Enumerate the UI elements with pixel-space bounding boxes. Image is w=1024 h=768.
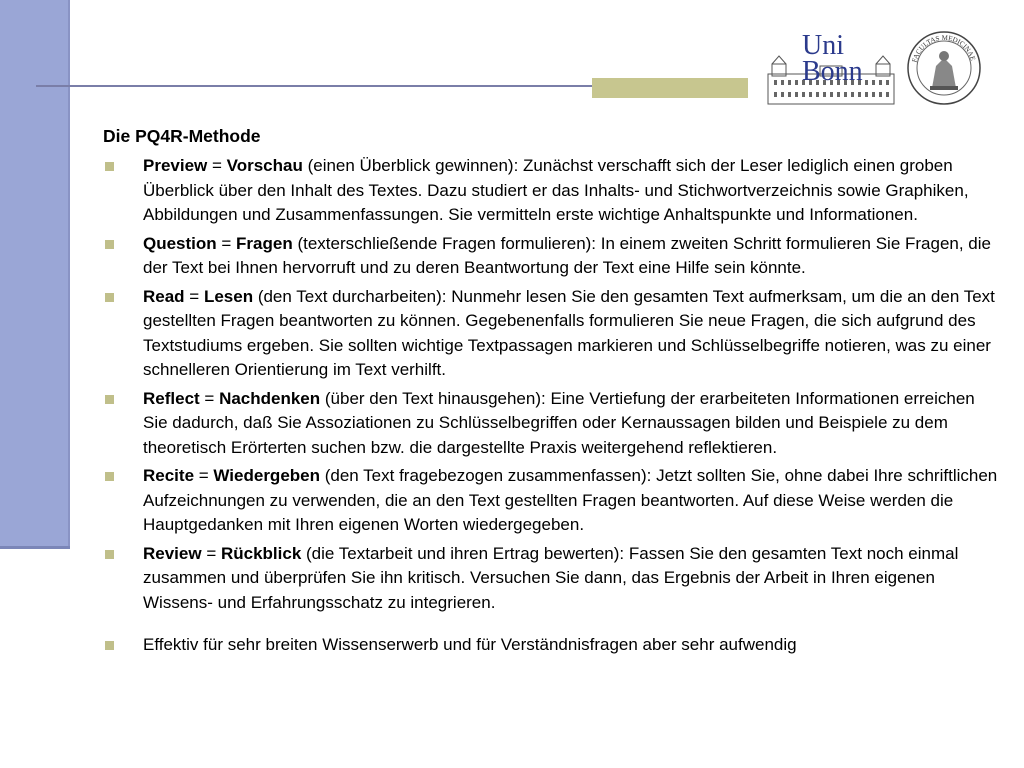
uni-bonn-logo: [762, 28, 900, 108]
description: (einen Überblick gewinnen): Zunächst verschafft sich der Leser lediglich einen groben Überblick über den Inhalt des Textes. Dazu studiert er das Inhalts- und Stichwortverzeichnis sowie Graphiken, Abbildungen und Zusammenfassungen. Sie vermitteln erste wichtige Anhaltspunkte und Informationen.: [143, 156, 969, 224]
equals: =: [184, 286, 204, 306]
bullet-review: [103, 542, 998, 616]
description: (den Text durcharbeiten): Nunmehr lesen Sie den gesamten Text aufmerksam, um die an den Text gestellten Fragen beantworten zu können. Gegebenenfalls formulieren Sie neue Fragen, die sich aufgrund des Textstudiums ergeben. Sie sollten wichtige Textpassagen markieren und Schlüsselbegriffe notieren, was zu einer schnelleren Orientierung im Text verhilft.: [143, 286, 995, 379]
translation: Nachdenken: [219, 388, 321, 408]
equals: =: [201, 543, 221, 563]
description: (texterschließende Fragen formulieren): In einem zweiten Schritt formulieren Sie Fragen, die der Text bei Ihnen hervorruft und zu deren Beantwortung der Text eine Hilfe sein könnte.: [143, 233, 991, 277]
bullet-closing: [103, 633, 998, 658]
description: (über den Text hinausgehen): Eine Vertiefung der erarbeiteten Informationen erreichen Sie dadurch, daß Sie Assoziationen zu Schlüsselbegriffen oder Kernaussagen bilden und Beispiele zu dem theoretisch Erörterten suchen bzw. die dargestellte Praxis weitergehend reflektieren.: [143, 388, 975, 457]
slide-title: Die PQ4R-Methode: [103, 126, 261, 146]
bullet-square-icon: [105, 293, 114, 302]
bullet-read: [103, 285, 998, 383]
bullet-square-icon: [105, 641, 114, 650]
term: Recite: [143, 466, 195, 485]
equals: =: [207, 156, 227, 175]
faculty-seal-logo: [906, 30, 982, 106]
bullet-square-icon: [105, 162, 114, 171]
term: Preview: [143, 156, 208, 175]
description: (die Textarbeit und ihren Ertrag bewerten): Fassen Sie den gesamten Text noch einmal zusammen und überprüfen Sie ihn kritisch. Versuchen Sie dann, das Ergebnis der Arbeit in Ihren eigenen Wissens- und Erfahrungsschatz zu integrieren.: [143, 543, 959, 612]
bullet-recite: [103, 464, 998, 538]
bullet-square-icon: [105, 550, 114, 559]
bullet-list: [103, 154, 998, 662]
translation: Fragen: [236, 233, 293, 253]
bullet-question: [103, 232, 998, 281]
closing-text: Effektiv für sehr breiten Wissenserwerb und für Verständnisfragen aber sehr aufwendig: [143, 635, 797, 654]
bullet-square-icon: [105, 240, 114, 249]
decorative-side-bar: [0, 0, 68, 548]
term: Review: [143, 543, 202, 563]
term: Question: [143, 233, 217, 253]
side-bar-shadow: [0, 546, 70, 549]
term: Read: [143, 286, 185, 306]
side-bar-edge: [68, 0, 70, 548]
translation: Wiedergeben: [213, 466, 320, 485]
description: (den Text fragebezogen zusammenfassen): Jetzt sollten Sie, ohne dabei Ihre schriftlichen Aufzeichnungen zu verwenden, die an den Text gestellten Fragen beantworten. Auf diese Weise werden die Hauptgedanken mit Ihren eigenen Worten wiedergegeben.: [143, 466, 998, 534]
bullet-preview: [103, 154, 998, 228]
equals: =: [194, 466, 214, 485]
bullet-reflect: [103, 387, 998, 461]
logo-text-bonn: Bonn: [802, 56, 863, 87]
bullet-square-icon: [105, 395, 114, 404]
equals: =: [199, 388, 220, 408]
translation: Vorschau: [226, 156, 303, 175]
translation: Lesen: [203, 286, 254, 306]
equals: =: [216, 233, 237, 253]
seal-text: FACULTAS MEDICINAE: [910, 33, 977, 64]
bullet-square-icon: [105, 472, 114, 481]
header-accent-block: [592, 78, 748, 98]
logo-text-uni: Uni: [802, 30, 844, 61]
term: Reflect: [143, 388, 200, 408]
translation: Rückblick: [220, 543, 302, 563]
